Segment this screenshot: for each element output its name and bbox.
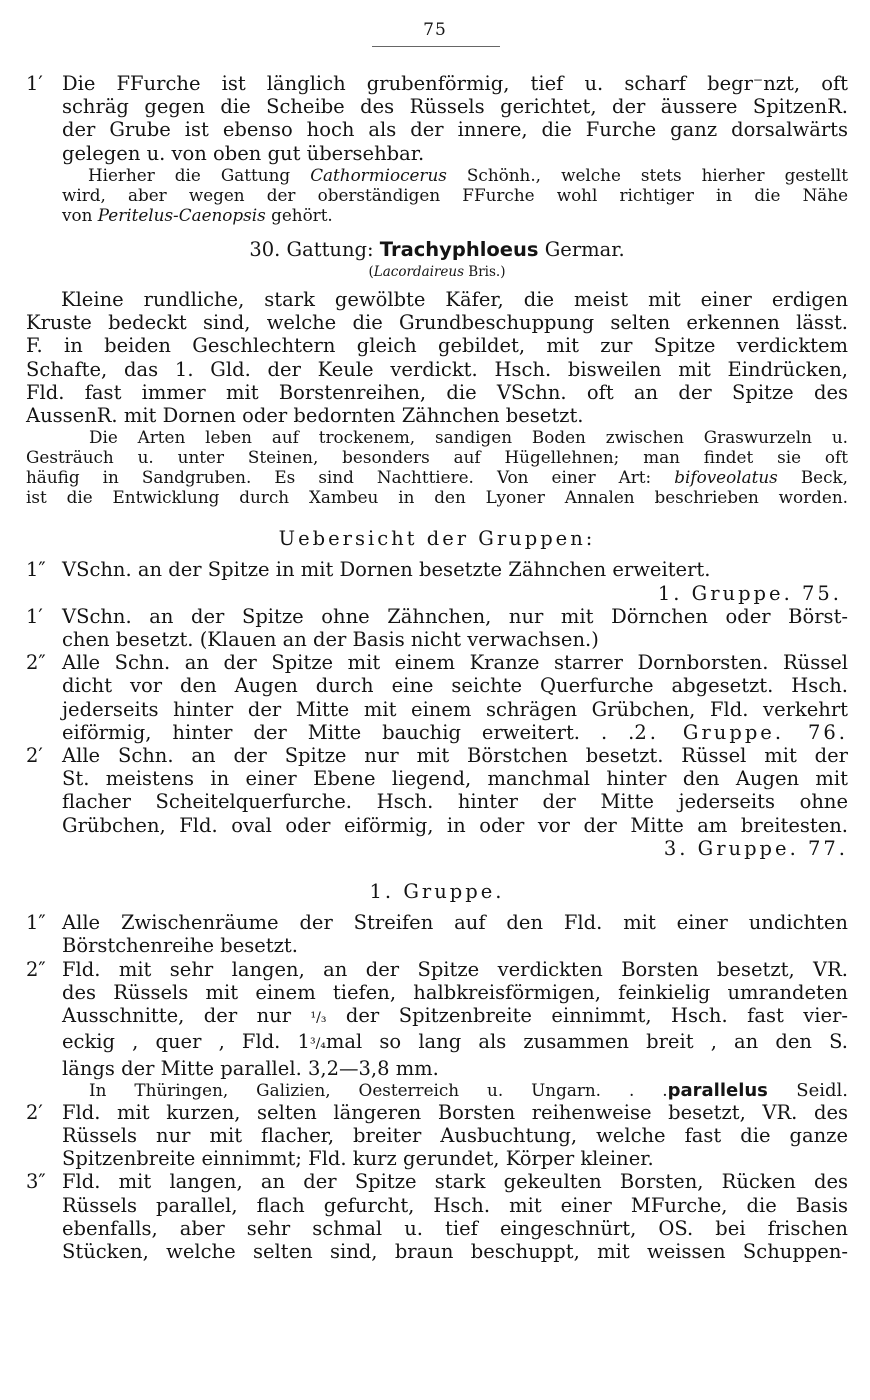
text-line: Börstchenreihe besetzt. — [62, 934, 298, 958]
text-line: Rüssels parallel, flach gefurcht, Hsch. mit einer MFurche, die Basis — [62, 1193, 848, 1217]
text-line: wird, aber wegen der oberständigen FFurche wohl richtiger in die Nähe — [62, 184, 848, 205]
overview-heading: Uebersicht der Gruppen: — [278, 527, 596, 551]
text-line: St. meistens in einer Ebene liegend, manchmal hinter den Augen mit — [62, 767, 848, 791]
text-line: Alle Schn. an der Spitze nur mit Börstchen besetzt. Rüssel mit der — [62, 744, 848, 768]
text-line: ist die Entwicklung durch Xambeu in den Lyoner Annalen beschrieben worden. — [26, 487, 848, 508]
text-line: Gesträuch u. unter Steinen, besonders auf Hügellehnen; man findet sie oft — [26, 447, 848, 468]
text-line: Schafte, das 1. Gld. der Keule verdickt. Hsch. bisweilen mit Eindrücken, — [26, 357, 848, 381]
text-line: Kruste bedeckt sind, welche die Grundbeschuppung selten erkennen lässt. — [26, 311, 848, 335]
group1-entry-3-dblprime — [26, 1170, 848, 1263]
text-line: AussenR. mit Dornen oder bedornten Zähnchen besetzt. — [26, 404, 584, 428]
text-line: ebenfalls, aber sehr schmal u. tief eingeschnürt, OS. bei frischen — [62, 1216, 848, 1240]
key-number: 1″ — [26, 911, 46, 935]
text-line: Hierher die Gattung Cathormiocerus Schönh., welche stets hierher gestellt — [88, 164, 849, 185]
key-number: 3″ — [26, 1170, 46, 1194]
group1-entry-2-prime — [26, 1101, 848, 1171]
overview-entry-2-prime — [26, 744, 848, 860]
text-line: VSchn. an der Spitze ohne Zähnchen, nur mit Dörnchen oder Börst- — [62, 604, 848, 628]
text-line: eiförmig, hinter der Mitte bauchig erweitert. . .2. Gruppe. 76. — [62, 720, 849, 744]
text-line: längs der Mitte parallel. 3,2—3,8 mm. — [62, 1056, 439, 1080]
key-number: 1″ — [26, 558, 46, 582]
key-number: 2″ — [26, 957, 46, 981]
key-number: 2″ — [26, 651, 46, 675]
text-line: Fld. mit kurzen, selten längeren Borsten reihenweise besetzt, VR. des — [62, 1100, 848, 1124]
text-line: Alle Schn. an der Spitze mit einem Kranze starrer Dornborsten. Rüssel — [62, 651, 848, 675]
genus-description — [26, 288, 848, 427]
key-number: 1′ — [26, 72, 43, 95]
species-name: bifoveolatus — [674, 467, 778, 488]
group-reference: 2. Gruppe. 76. — [634, 720, 849, 744]
text-line: chen besetzt. (Klauen an der Basis nicht verwachsen.) — [62, 628, 599, 652]
text-line: von Peritelus-Caenopsis gehört. — [62, 204, 333, 225]
text-line: des Rüssels mit einem tiefen, halbkreisförmigen, feinkielig umrandeten — [62, 980, 848, 1004]
genus-name: Peritelus-Caenopsis — [97, 204, 266, 225]
overview-entry-1-prime — [26, 605, 848, 651]
group1-entry-2-dblprime — [26, 958, 848, 1080]
key-number: 2′ — [26, 744, 43, 768]
text-line: Stücken, welche selten sind, braun beschuppt, mit weissen Schuppen- — [62, 1239, 848, 1263]
key-entry-1-prime — [26, 72, 848, 165]
text-line: gelegen u. von oben gut übersehbar. — [62, 141, 425, 165]
text-line: flacher Scheitelquerfurche. Hsch. hinter der Mitte jederseits ohne — [62, 790, 848, 814]
text-line: eckig , quer , Fld. 1³/₄mal so lang als zusammen breit , an den S. — [62, 1030, 848, 1054]
group-reference: 1. Gruppe. 75. — [657, 581, 842, 605]
group1-entry-1-dblprime — [26, 911, 848, 957]
page-number: 75 — [423, 20, 447, 40]
header-rule — [372, 46, 500, 47]
text-line: Alle Zwischenräume der Streifen auf den Fld. mit einer undichten — [62, 911, 848, 935]
genus-heading: 30. Gattung: Trachyphloeus Germar. — [249, 237, 625, 261]
text-line: F. in beiden Geschlechtern gleich gebildet, mit zur Spitze verdicktem — [26, 334, 848, 358]
text-line: Die Arten leben auf trockenem, sandigen Boden zwischen Graswurzeln u. — [89, 427, 848, 448]
text-line: Ausschnitte, der nur ¹/₃ der Spitzenbreite einnimmt, Hsch. fast vier- — [62, 1004, 848, 1028]
text-line: der Grube ist ebenso hoch als der innere, die Furche ganz dorsalwärts — [62, 118, 848, 142]
text-line: Rüssels nur mit flacher, breiter Ausbuchtung, welche fast die ganze — [62, 1123, 848, 1147]
genus-biology-note — [26, 427, 848, 507]
genus-title: Trachyphloeus — [379, 237, 539, 261]
text-line: Fld. fast immer mit Borstenreihen, die VSchn. oft an der Spitze des — [26, 380, 848, 404]
species-distribution-line: In Thüringen, Galizien, Oesterreich u. Ungarn. . .parallelus Seidl. — [89, 1079, 848, 1101]
text-line: Spitzenbreite einnimmt; Fld. kurz gerundet, Körper kleiner. — [62, 1147, 654, 1171]
key-number: 1′ — [26, 604, 43, 628]
genus-name: Cathormiocerus — [310, 164, 447, 185]
overview-entry-1-dblprime — [26, 558, 848, 604]
overview-entry-2-dblprime — [26, 651, 848, 744]
note-cathormiocerus — [26, 165, 848, 185]
text-line: dicht vor den Augen durch eine seichte Querfurche abgesetzt. Hsch. — [62, 674, 848, 698]
group-1-heading: 1. Gruppe. — [369, 880, 505, 904]
text-line: schräg gegen die Scheibe des Rüssels gerichtet, der äussere SpitzenR. — [62, 95, 848, 119]
text-line: Fld. mit sehr langen, an der Spitze verdickten Borsten besetzt, VR. — [62, 957, 848, 981]
text-line: Kleine rundliche, stark gewölbte Käfer, die meist mit einer erdigen — [61, 288, 848, 312]
text-line: Grübchen, Fld. oval oder eiförmig, in oder vor der Mitte am breitesten. — [62, 813, 848, 837]
species-name-parallelus: parallelus — [667, 1079, 768, 1101]
text-line: Die FFurche ist länglich grubenförmig, tief u. scharf begr⁻nzt, oft — [62, 72, 848, 95]
text-line: VSchn. an der Spitze in mit Dornen besetzte Zähnchen erweitert. — [62, 558, 711, 582]
text-line: jederseits hinter der Mitte mit einem schrägen Grübchen, Fld. verkehrt — [62, 697, 848, 721]
page-body — [26, 72, 848, 1263]
text-line: häufig in Sandgruben. Es sind Nachttiere. Von einer Art: bifoveolatus Beck, — [26, 467, 849, 488]
key-number: 2′ — [26, 1100, 43, 1124]
genus-synonym: (Lacordaireus Bris.) — [368, 264, 506, 281]
note-continuation — [26, 185, 848, 225]
text-line: Fld. mit langen, an der Spitze stark gekeulten Borsten, Rücken des — [62, 1170, 848, 1194]
group-reference: 3. Gruppe. 77. — [663, 836, 848, 860]
